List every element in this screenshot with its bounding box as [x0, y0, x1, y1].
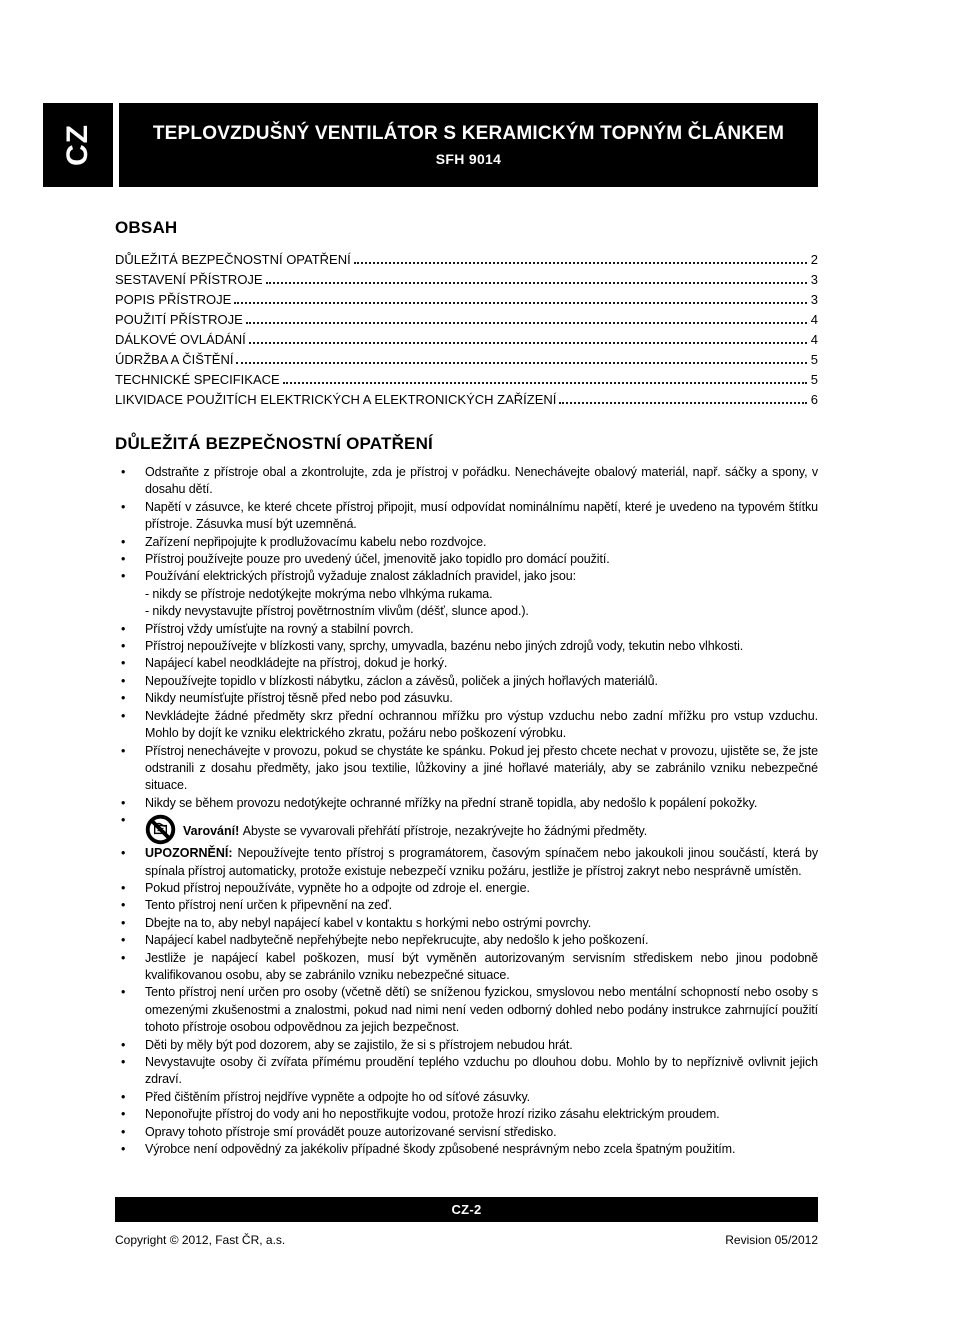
toc-entry-label: POPIS PŘÍSTROJE [115, 292, 232, 307]
bullet-marker: • [121, 898, 126, 913]
language-tab-label: CZ [61, 124, 94, 166]
revision-text: Revision 05/2012 [725, 1233, 818, 1247]
bullet-marker: • [121, 985, 126, 1000]
bullet-text: Varování! Abyste se vyvarovali přehřátí přístroje, nezakrývejte ho žádnými předměty. [145, 812, 818, 845]
toc-entry [115, 367, 818, 387]
toc-entry [115, 327, 818, 347]
bullet-item [115, 1089, 818, 1106]
toc-entry-page: 2 [810, 252, 818, 267]
toc-entry-page: 4 [810, 332, 818, 347]
bullet-text: Tento přístroj není určen pro osoby (včetně dětí) se sníženou fyzickou, smyslovou nebo mentální schopností nebo osoby s omezenými zkušenostmi a znalostmi, pokud nad nimi není veden odborný dohled nebo podány instrukce zahrnující použití tohoto přístroje osobou odpovědnou za jejich bezpečnost. [145, 985, 818, 1035]
bullet-bold-prefix: Varování! [183, 824, 243, 839]
bullet-item [115, 915, 818, 932]
toc-leader-dots [236, 362, 807, 364]
bullet-item [115, 1054, 818, 1089]
toc-entry-label: DÁLKOVÉ OVLÁDÁNÍ [115, 332, 246, 347]
bullet-bold-prefix: UPOZORNĚNÍ: [145, 846, 238, 861]
toc-entry-page: 6 [810, 392, 818, 407]
toc-entry [115, 307, 818, 327]
bullet-item [115, 950, 818, 985]
bullet-item [115, 638, 818, 655]
bullet-marker: • [121, 950, 126, 965]
toc-leader-dots [234, 302, 807, 304]
bullet-text: Odstraňte z přístroje obal a zkontrolujte, zda je přístroj v pořádku. Nenechávejte obalový materiál, např. sáčky a spony, v dosahu dětí. [145, 465, 818, 497]
toc-entry-label: DŮLEŽITÁ BEZPEČNOSTNÍ OPATŘENÍ [115, 252, 351, 267]
toc-leader-dots [246, 322, 807, 324]
toc-entry [115, 387, 818, 407]
bullet-text: Pokud přístroj nepoužíváte, vypněte ho a odpojte od zdroje el. energie. [145, 880, 530, 895]
toc-entry-page: 3 [810, 292, 818, 307]
bullet-item [115, 845, 818, 880]
bullet-text: Nepoužívejte topidlo v blízkosti nábytku, záclon a závěsů, poliček a jiných hořlavých materiálů. [145, 673, 658, 688]
bullet-item [115, 568, 818, 620]
bullet-text: Zařízení nepřipojujte k prodlužovacímu kabelu nebo rozdvojce. [145, 534, 487, 549]
bullet-text: Napětí v zásuvce, ke které chcete přístroj připojit, musí odpovídat nominálnímu napětí, které je uvedeno na typovém štítku přístroje. Zásuvka musí být uzemněná. [145, 499, 818, 532]
bullet-marker: • [121, 1124, 126, 1139]
bullet-item [115, 551, 818, 568]
toc-leader-dots [283, 382, 807, 384]
bullet-item [115, 1124, 818, 1141]
bullet-marker: • [121, 673, 126, 688]
bullet-marker: • [121, 795, 126, 810]
bullet-marker: • [121, 499, 126, 514]
toc-leader-dots [266, 282, 807, 284]
bullet-marker: • [121, 656, 126, 671]
bullet-marker: • [121, 1107, 126, 1122]
bullet-item [115, 1037, 818, 1054]
bullet-item [115, 621, 818, 638]
copyright-text: Copyright © 2012, Fast ČR, a.s. [115, 1233, 286, 1247]
bullet-item [115, 1106, 818, 1123]
bullet-sub-line: - nikdy se přístroje nedotýkejte mokrýma nebo vlhkýma rukama. [145, 586, 493, 601]
bullet-text: Opravy tohoto přístroje smí provádět pouze autorizované servisní středisko. [145, 1124, 557, 1139]
page-number-label: CZ-2 [451, 1202, 482, 1217]
bullet-text: Přístroj používejte pouze pro uvedený účel, jmenovitě jako topidlo pro domácí použití. [145, 552, 610, 567]
toc-entry [115, 347, 818, 367]
toc-entry-page: 3 [810, 272, 818, 287]
bullet-marker: • [121, 915, 126, 930]
bullet-item [115, 655, 818, 672]
safety-bullet-list [115, 464, 818, 1158]
bullet-text: Přístroj nenechávejte v provozu, pokud se chystáte ke spánku. Pokud jej přesto chcete nechat v provozu, ujistěte se, že jste odstranili z dosahu předměty, jako jsou textilie, lůžkoviny a jiné hořlavé materiály, aby se zabránilo vzniku nebezpečné situace. [145, 743, 818, 793]
toc-entry [115, 287, 818, 307]
bullet-item [115, 932, 818, 949]
toc-list [115, 247, 818, 407]
bullet-item [115, 984, 818, 1036]
bullet-text: Dbejte na to, aby nebyl napájecí kabel v kontaktu s horkými nebo ostrými povrchy. [145, 915, 592, 930]
main-content [115, 218, 818, 1158]
bullet-text: Nikdy neumísťujte přístroj těsně před nebo pod zásuvku. [145, 691, 453, 706]
bullet-marker: • [121, 1142, 126, 1157]
bullet-marker: • [121, 552, 126, 567]
bullet-text: UPOZORNĚNÍ: Nepoužívejte tento přístroj s programátorem, časovým spínačem nebo jakoukoli jinou součástí, která by spínala přístroj automaticky, protože existuje nebezpečí vzniku požáru, jestliže je přístroj zakryt nebo nesprávně umístěn. [145, 846, 818, 878]
bullet-marker: • [121, 534, 126, 549]
bullet-item [115, 708, 818, 743]
product-title: TEPLOVZDUŠNÝ VENTILÁTOR S KERAMICKÝM TOPNÝM ČLÁNKEM [152, 123, 785, 144]
bullet-text: Neponořujte přístroj do vody ani ho nepostřikujte vodou, protože hrozí riziko zásahu elektrickým proudem. [145, 1107, 720, 1122]
toc-entry-page: 5 [810, 352, 818, 367]
bullet-item [115, 795, 818, 812]
bullet-item [115, 1141, 818, 1158]
bullet-item [115, 897, 818, 914]
toc-entry [115, 247, 818, 267]
bullet-marker: • [121, 1055, 126, 1069]
bullet-text: Přístroj nepoužívejte v blízkosti vany, sprchy, umyvadla, bazénu nebo jiných zdrojů vody, tekutin nebo vlhkosti. [145, 639, 744, 654]
bullet-marker: • [121, 569, 126, 584]
title-banner [119, 103, 818, 187]
toc-leader-dots [249, 342, 807, 344]
toc-entry-label: POUŽITÍ PŘÍSTROJE [115, 312, 243, 327]
bullet-marker: • [121, 743, 126, 758]
bullet-text: Výrobce není odpovědný za jakékoliv případné škody způsobené nesprávným nebo zcela špatným použitím. [145, 1142, 736, 1157]
bullet-item [115, 534, 818, 551]
toc-leader-dots [354, 262, 807, 264]
bullet-text: Nevkládejte žádné předměty skrz přední ochrannou mřížku pro výstup vzduchu nebo zadní mřížku pro vstup vzduchu. Mohlo by dojít ke vzniku elektrického zkratu, požáru nebo poškození výrobku. [145, 708, 818, 741]
toc-entry-page: 5 [810, 372, 818, 387]
toc-entry [115, 267, 818, 287]
bullet-text: Děti by měly být pod dozorem, aby se zajistilo, že si s přístrojem nebudou hrát. [145, 1037, 573, 1052]
toc-entry-label: TECHNICKÉ SPECIFIKACE [115, 372, 280, 387]
toc-entry-label: ÚDRŽBA A ČIŠTĚNÍ [115, 352, 234, 367]
bullet-text: Nikdy se během provozu nedotýkejte ochranné mřížky na přední straně topidla, aby nedošlo k popálení pokožky. [145, 795, 758, 810]
bullet-item [115, 743, 818, 795]
bullet-text: Napájecí kabel neodkládejte na přístroj, dokud je horký. [145, 656, 448, 671]
product-model: SFH 9014 [435, 151, 502, 167]
bullet-marker: • [121, 880, 126, 895]
bullet-marker: • [121, 621, 126, 636]
bullet-text: Napájecí kabel nadbytečně nepřehýbejte nebo nepřekrucujte, aby nedošlo k jeho poškození. [145, 933, 649, 948]
toc-entry-label: SESTAVENÍ PŘÍSTROJE [115, 272, 263, 287]
toc-entry-page: 4 [810, 312, 818, 327]
bullet-text: Tento přístroj není určen k připevnění na zeď. [145, 898, 392, 913]
bullet-marker: • [121, 465, 126, 479]
bullet-marker: • [121, 691, 126, 706]
language-tab [43, 103, 113, 187]
bullet-text: Používání elektrických přístrojů vyžaduje znalost základních pravidel, jako jsou: - nikdy se přístroje nedotýkejte mokrýma nebo vlhkýma rukama. - nikdy nevystavujte přístroj povětrnostním vlivům (déšť, slunce apod.). [145, 568, 818, 620]
bullet-item [115, 812, 818, 845]
toc-leader-dots [559, 402, 807, 404]
bullet-item [115, 464, 818, 499]
toc-entry-label: LIKVIDACE POUŽITÍCH ELEKTRICKÝCH A ELEKTRONICKÝCH ZAŘÍZENÍ [115, 392, 557, 407]
bullet-marker: • [121, 708, 126, 723]
bullet-item [115, 880, 818, 897]
footer-meta [115, 1233, 818, 1247]
bullet-marker: • [121, 1037, 126, 1052]
bullet-item [115, 690, 818, 707]
bullet-text: Jestliže je napájecí kabel poškozen, musí být vyměněn autorizovaným servisním střediskem nebo jinou podobně kvalifikovanou osobu, aby se zabránilo vzniku nebezpečné situace. [145, 950, 818, 982]
bullet-text: Nevystavujte osoby či zvířata přímému proudění teplého vzduchu po dlouhou dobu. Mohlo by to nepříznivě ovlivnit jejich zdraví. [145, 1055, 818, 1087]
bullet-marker: • [121, 639, 126, 654]
bullet-text: Přístroj vždy umísťujte na rovný a stabilní povrch. [145, 621, 414, 636]
bullet-item [115, 673, 818, 690]
bullet-marker: • [121, 813, 126, 828]
safety-heading: DŮLEŽITÁ BEZPEČNOSTNÍ OPATŘENÍ [115, 434, 433, 453]
bullet-item [115, 499, 818, 534]
toc-heading: OBSAH [115, 218, 178, 237]
bullet-marker: • [121, 1089, 126, 1104]
bullet-marker: • [121, 846, 126, 861]
bullet-marker: • [121, 933, 126, 948]
do-not-cover-icon [145, 814, 176, 845]
bullet-sub-line: - nikdy nevystavujte přístroj povětrnostním vlivům (déšť, slunce apod.). [145, 604, 529, 619]
page-number-bar [115, 1197, 818, 1222]
bullet-text: Před čištěním přístroj nejdříve vypněte a odpojte ho od síťové zásuvky. [145, 1089, 531, 1104]
